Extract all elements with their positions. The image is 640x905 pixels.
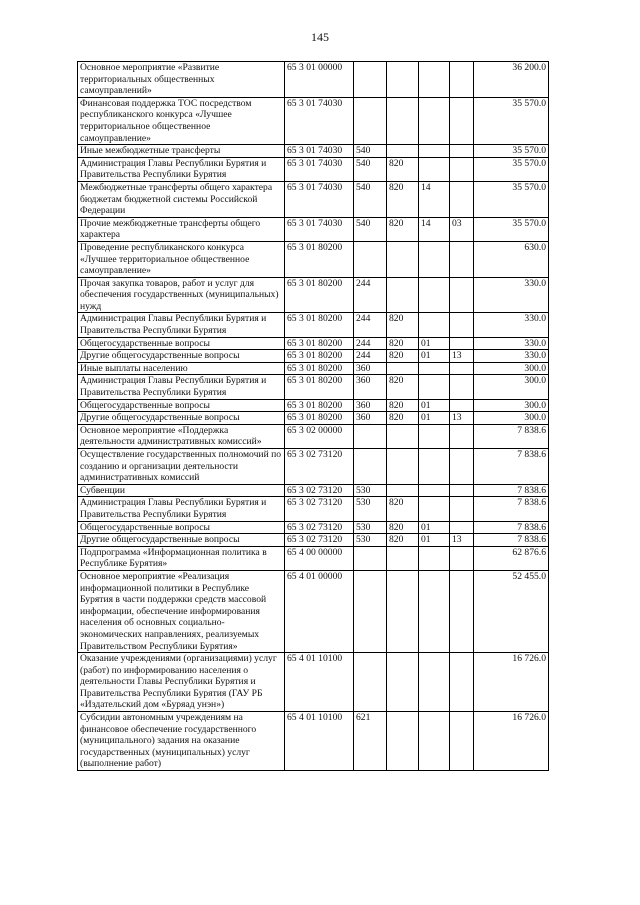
table-row [78,145,549,158]
row-name: Субсидии автономным учреждениям на финансовое обеспечение государственного (муниципального) задания на оказание государственных (муниципальных) услуг (выполнение работ) [78,712,285,771]
section-code [419,313,450,337]
amount: 16 726.0 [474,712,549,771]
target-article-code: 65 3 01 00000 [285,62,354,98]
expense-type-code [354,62,387,98]
budget-holder-code [387,449,419,485]
budget-holder-code [387,712,419,771]
budget-holder-code [387,546,419,570]
subsection-code [450,62,474,98]
expense-type-code: 540 [354,217,387,241]
row-name: Администрация Главы Республики Бурятия и Правительства Республики Бурятия [78,313,285,337]
expense-type-code: 530 [354,497,387,521]
row-name: Иные межбюджетные трансферты [78,145,285,158]
budget-holder-code: 820 [387,337,419,350]
amount: 300.0 [474,375,549,399]
budget-holder-code [387,424,419,448]
amount: 7 838.6 [474,484,549,497]
subsection-code: 13 [450,350,474,363]
amount: 35 570.0 [474,217,549,241]
amount: 52 455.0 [474,570,549,652]
subsection-code [450,449,474,485]
target-article-code: 65 3 02 73120 [285,497,354,521]
table-row [78,157,549,181]
target-article-code: 65 4 01 00000 [285,570,354,652]
target-article-code: 65 3 01 80200 [285,375,354,399]
subsection-code: 03 [450,217,474,241]
row-name: Общегосударственные вопросы [78,399,285,412]
subsection-code: 13 [450,534,474,547]
target-article-code: 65 3 02 73120 [285,449,354,485]
section-code [419,424,450,448]
section-code: 14 [419,181,450,217]
amount: 330.0 [474,337,549,350]
budget-holder-code [387,277,419,313]
section-code [419,497,450,521]
subsection-code [450,497,474,521]
section-code: 01 [419,337,450,350]
amount: 300.0 [474,412,549,425]
expense-type-code: 621 [354,712,387,771]
target-article-code: 65 3 01 80200 [285,277,354,313]
row-name: Администрация Главы Республики Бурятия и Правительства Республики Бурятия [78,497,285,521]
row-name: Администрация Главы Республики Бурятия и Правительства Республики Бурятия [78,375,285,399]
expense-type-code: 360 [354,362,387,375]
budget-holder-code: 820 [387,217,419,241]
table-row [78,350,549,363]
amount: 35 570.0 [474,181,549,217]
amount: 7 838.6 [474,534,549,547]
budget-holder-code [387,145,419,158]
expense-type-code: 360 [354,412,387,425]
row-name: Иные выплаты населению [78,362,285,375]
table-row [78,375,549,399]
table-row [78,412,549,425]
target-article-code: 65 3 02 73120 [285,521,354,534]
row-name: Другие общегосударственные вопросы [78,350,285,363]
section-code [419,484,450,497]
expense-type-code: 360 [354,375,387,399]
expense-type-code [354,241,387,277]
subsection-code [450,362,474,375]
section-code: 01 [419,350,450,363]
expense-type-code: 244 [354,337,387,350]
table-row [78,217,549,241]
row-name: Прочие межбюджетные трансферты общего характера [78,217,285,241]
section-code [419,362,450,375]
row-name: Администрация Главы Республики Бурятия и Правительства Республики Бурятия [78,157,285,181]
section-code: 01 [419,412,450,425]
target-article-code: 65 3 01 80200 [285,313,354,337]
target-article-code: 65 3 01 80200 [285,337,354,350]
amount: 7 838.6 [474,424,549,448]
subsection-code [450,546,474,570]
table-row [78,497,549,521]
table-row [78,362,549,375]
budget-holder-code [387,62,419,98]
subsection-code [450,521,474,534]
section-code: 01 [419,399,450,412]
row-name: Общегосударственные вопросы [78,337,285,350]
budget-holder-code: 820 [387,497,419,521]
target-article-code: 65 3 01 74030 [285,217,354,241]
section-code [419,712,450,771]
amount: 7 838.6 [474,449,549,485]
table-row [78,337,549,350]
amount: 35 570.0 [474,97,549,144]
amount: 36 200.0 [474,62,549,98]
target-article-code: 65 3 01 80200 [285,412,354,425]
table-row [78,181,549,217]
table-row [78,62,549,98]
target-article-code: 65 3 01 74030 [285,181,354,217]
amount: 7 838.6 [474,497,549,521]
budget-holder-code [387,484,419,497]
target-article-code: 65 3 02 73120 [285,484,354,497]
section-code [419,62,450,98]
amount: 330.0 [474,350,549,363]
subsection-code [450,277,474,313]
expense-type-code [354,546,387,570]
subsection-code [450,653,474,712]
section-code [419,375,450,399]
row-name: Финансовая поддержка ТОС посредством республиканского конкурса «Лучшее территориальное общественное самоуправление» [78,97,285,144]
subsection-code [450,570,474,652]
section-code [419,145,450,158]
expense-type-code: 530 [354,484,387,497]
page-number: 145 [311,30,329,44]
target-article-code: 65 3 01 74030 [285,97,354,144]
row-name: Осуществление государственных полномочий по созданию и организации деятельности административных комиссий [78,449,285,485]
section-code [419,570,450,652]
subsection-code [450,424,474,448]
table-row [78,313,549,337]
section-code [419,241,450,277]
target-article-code: 65 3 01 80200 [285,241,354,277]
budget-holder-code: 820 [387,181,419,217]
budget-holder-code [387,97,419,144]
target-article-code: 65 3 01 80200 [285,362,354,375]
target-article-code: 65 3 01 80200 [285,399,354,412]
section-code [419,277,450,313]
target-article-code: 65 3 01 74030 [285,145,354,158]
table-row [78,546,549,570]
budget-holder-code: 820 [387,399,419,412]
table-row [78,449,549,485]
budget-holder-code [387,653,419,712]
amount: 330.0 [474,277,549,313]
table-row [78,521,549,534]
row-name: Другие общегосударственные вопросы [78,412,285,425]
amount: 300.0 [474,362,549,375]
expense-type-code: 540 [354,181,387,217]
amount: 330.0 [474,313,549,337]
expense-type-code: 360 [354,399,387,412]
row-name: Межбюджетные трансферты общего характера бюджетам бюджетной системы Российской Федерации [78,181,285,217]
table-row [78,653,549,712]
amount: 7 838.6 [474,521,549,534]
amount: 300.0 [474,399,549,412]
target-article-code: 65 3 02 00000 [285,424,354,448]
budget-holder-code: 820 [387,375,419,399]
target-article-code: 65 3 01 80200 [285,350,354,363]
table-row [78,712,549,771]
subsection-code [450,399,474,412]
row-name: Проведение республиканского конкурса «Лучшее территориальное общественное самоуправление» [78,241,285,277]
amount: 630.0 [474,241,549,277]
section-code [419,97,450,144]
expense-type-code [354,424,387,448]
row-name: Общегосударственные вопросы [78,521,285,534]
subsection-code [450,337,474,350]
subsection-code: 13 [450,412,474,425]
row-name: Основное мероприятие «Поддержка деятельности административных комиссий» [78,424,285,448]
amount: 35 570.0 [474,145,549,158]
subsection-code [450,145,474,158]
table-row [78,424,549,448]
budget-holder-code: 820 [387,157,419,181]
budget-table [77,61,549,771]
target-article-code: 65 3 02 73120 [285,534,354,547]
table-row [78,277,549,313]
section-code [419,653,450,712]
expense-type-code: 244 [354,350,387,363]
row-name: Основное мероприятие «Развитие территориальных общественных самоуправлений» [78,62,285,98]
subsection-code [450,313,474,337]
row-name: Субвенции [78,484,285,497]
expense-type-code [354,653,387,712]
budget-holder-code: 820 [387,534,419,547]
budget-holder-code: 820 [387,521,419,534]
row-name: Подпрограмма «Информационная политика в Республике Бурятия» [78,546,285,570]
section-code: 01 [419,521,450,534]
subsection-code [450,181,474,217]
budget-holder-code: 820 [387,350,419,363]
expense-type-code: 244 [354,313,387,337]
budget-holder-code: 820 [387,313,419,337]
section-code: 14 [419,217,450,241]
row-name: Прочая закупка товаров, работ и услуг для обеспечения государственных (муниципальных) нужд [78,277,285,313]
row-name: Основное мероприятие «Реализация информационной политики в Республике Бурятия в части поддержки средств массовой информации, обеспечение информирования населения об основных социально-экономических направлениях, реализуемых Правительством Республики Бурятия» [78,570,285,652]
expense-type-code: 540 [354,145,387,158]
budget-holder-code: 820 [387,412,419,425]
table-row [78,399,549,412]
row-name: Оказание учреждениями (организациями) услуг (работ) по информированию населения о деятельности Главы Республики Бурятия и Правительства Республики Бурятия (ГАУ РБ «Издательский дом «Буряад унэн») [78,653,285,712]
target-article-code: 65 3 01 74030 [285,157,354,181]
expense-type-code [354,97,387,144]
expense-type-code: 530 [354,534,387,547]
table-row [78,570,549,652]
expense-type-code [354,449,387,485]
section-code: 01 [419,534,450,547]
target-article-code: 65 4 01 10100 [285,712,354,771]
subsection-code [450,157,474,181]
expense-type-code: 540 [354,157,387,181]
expense-type-code [354,570,387,652]
amount: 62 876.6 [474,546,549,570]
subsection-code [450,712,474,771]
expense-type-code: 530 [354,521,387,534]
budget-table-body [78,62,549,771]
section-code [419,546,450,570]
expense-type-code: 244 [354,277,387,313]
budget-holder-code [387,362,419,375]
amount: 35 570.0 [474,157,549,181]
section-code [419,157,450,181]
subsection-code [450,97,474,144]
row-name: Другие общегосударственные вопросы [78,534,285,547]
subsection-code [450,241,474,277]
table-row [78,534,549,547]
target-article-code: 65 4 00 00000 [285,546,354,570]
amount: 16 726.0 [474,653,549,712]
table-row [78,97,549,144]
budget-holder-code [387,570,419,652]
subsection-code [450,375,474,399]
budget-holder-code [387,241,419,277]
table-row [78,484,549,497]
table-row [78,241,549,277]
target-article-code: 65 4 01 10100 [285,653,354,712]
subsection-code [450,484,474,497]
section-code [419,449,450,485]
